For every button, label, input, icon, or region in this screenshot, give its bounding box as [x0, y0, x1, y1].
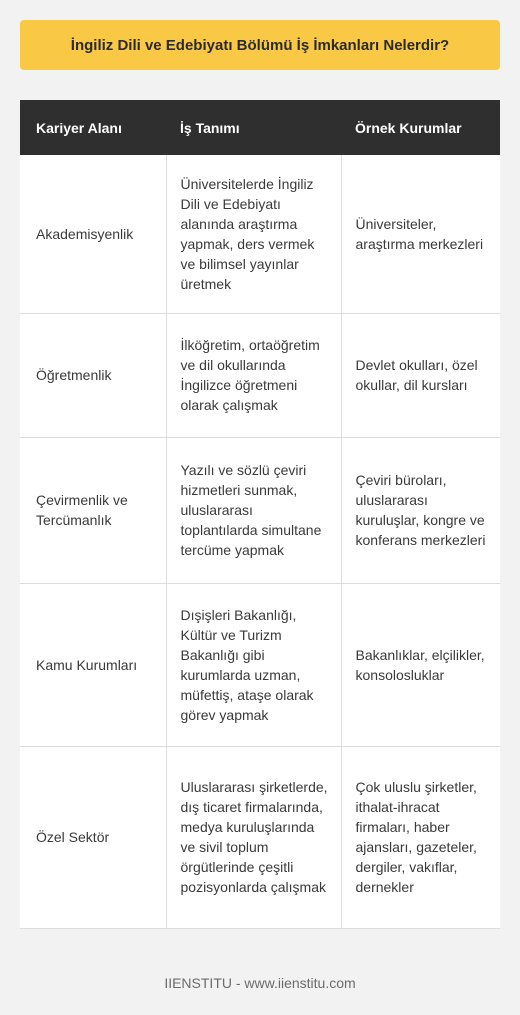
page-title: İngiliz Dili ve Edebiyatı Bölümü İş İmkanları Nelerdir?	[20, 20, 500, 70]
header-job-description: İş Tanımı	[166, 100, 341, 155]
job-description-cell: Dışişleri Bakanlığı, Kültür ve Turizm Bakanlığı gibi kurumlarda uzman, müfettiş, ataşe olarak görev yapmak	[166, 583, 341, 746]
table-row	[20, 746, 500, 928]
table-row	[20, 155, 500, 313]
footer-credit: IIENSTITU - www.iienstitu.com	[164, 975, 356, 991]
table-row	[20, 437, 500, 583]
career-area-cell: Özel Sektör	[20, 746, 166, 928]
career-table-container	[20, 100, 500, 929]
header-career-area: Kariyer Alanı	[20, 100, 166, 155]
career-area-cell: Akademisyenlik	[20, 155, 166, 313]
job-description-cell: Uluslararası şirketlerde, dış ticaret firmalarında, medya kuruluşlarında ve sivil toplum örgütlerinde çeşitli pozisyonlarda çalışmak	[166, 746, 341, 928]
career-table	[20, 100, 500, 929]
table-header	[20, 100, 500, 155]
career-area-cell: Kamu Kurumları	[20, 583, 166, 746]
header-row	[20, 100, 500, 155]
job-description-cell: Üniversitelerde İngiliz Dili ve Edebiyatı alanında araştırma yapmak, ders vermek ve bilimsel yayınlar üretmek	[166, 155, 341, 313]
job-description-cell: İlköğretim, ortaöğretim ve dil okullarında İngilizce öğretmeni olarak çalışmak	[166, 313, 341, 437]
institutions-cell: Çeviri büroları, uluslararası kuruluşlar, kongre ve konferans merkezleri	[341, 437, 500, 583]
institutions-cell: Çok uluslu şirketler, ithalat-ihracat firmaları, haber ajansları, gazeteler, dergiler, vakıflar, dernekler	[341, 746, 500, 928]
header-example-institutions: Örnek Kurumlar	[341, 100, 500, 155]
table-row	[20, 313, 500, 437]
table-row	[20, 583, 500, 746]
career-area-cell: Çevirmenlik ve Tercümanlık	[20, 437, 166, 583]
institutions-cell: Devlet okulları, özel okullar, dil kursları	[341, 313, 500, 437]
institutions-cell: Bakanlıklar, elçilikler, konsolosluklar	[341, 583, 500, 746]
job-description-cell: Yazılı ve sözlü çeviri hizmetleri sunmak, uluslararası toplantılarda simultane tercüme yapmak	[166, 437, 341, 583]
table-body	[20, 155, 500, 928]
career-area-cell: Öğretmenlik	[20, 313, 166, 437]
institutions-cell: Üniversiteler, araştırma merkezleri	[341, 155, 500, 313]
